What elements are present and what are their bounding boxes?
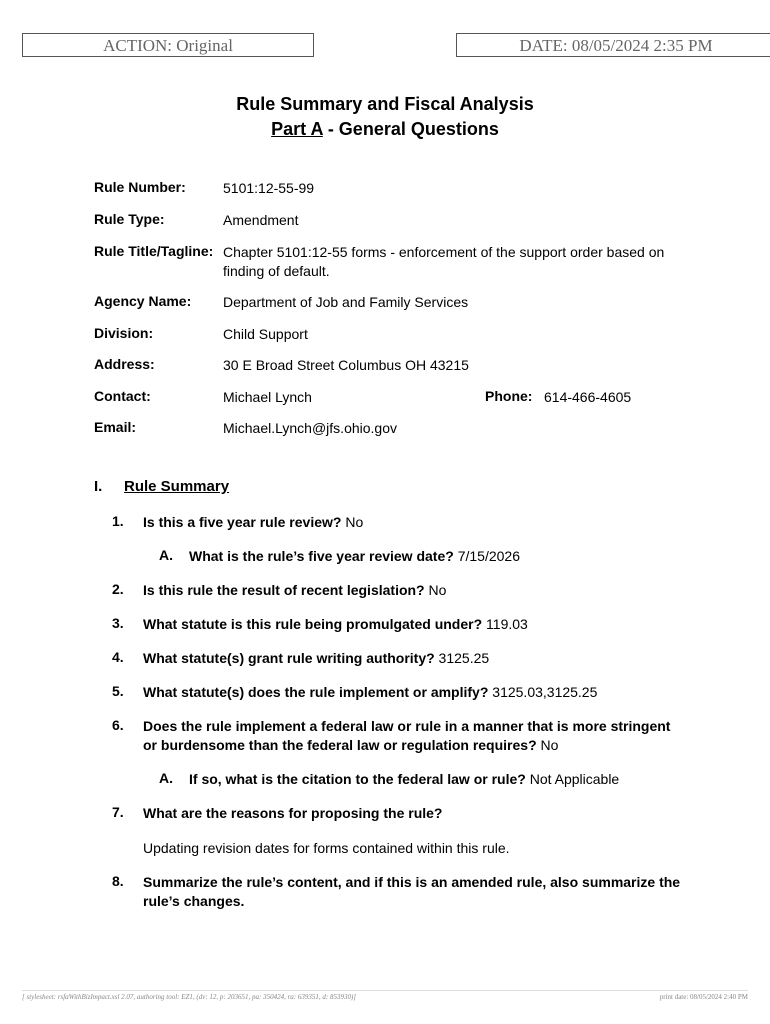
rule-number-label: Rule Number: [94, 179, 186, 195]
contact-value: Michael Lynch [223, 389, 312, 405]
q6 [143, 717, 683, 755]
rule-number-value: 5101:12-55-99 [223, 180, 315, 196]
q1a-text: What is the rule’s five year review date? [189, 548, 454, 564]
subtitle-rest: - General Questions [322, 119, 499, 139]
q4-answer: 3125.25 [434, 650, 490, 666]
q6a-answer: Not Applicable [525, 771, 620, 787]
q4-text: What statute(s) grant rule writing authority? [143, 650, 435, 666]
rule-title-label: Rule Title/Tagline: [94, 243, 214, 259]
q7-number: 7. [112, 804, 124, 820]
section-numeral: I. [94, 478, 103, 495]
q3-number: 3. [112, 615, 124, 631]
q3-text: What statute is this rule being promulgated under? [143, 616, 483, 632]
q1 [143, 513, 683, 532]
q6a-text: If so, what is the citation to the federal law or rule? [189, 771, 526, 787]
action-box [22, 33, 314, 57]
q4 [143, 649, 683, 668]
section-title: Rule Summary [124, 478, 230, 495]
q6-text: Does the rule implement a federal law or rule in a manner that is more stringent or burdensome than the federal law or regulation requires? [143, 718, 671, 753]
address-label: Address: [94, 356, 155, 372]
date-text: DATE: 08/05/2024 2:35 PM [519, 36, 713, 55]
email-value: Michael.Lynch@jfs.ohio.gov [223, 420, 398, 436]
date-box [456, 33, 770, 57]
q5 [143, 683, 683, 702]
q2-answer: No [424, 582, 447, 598]
division-label: Division: [94, 325, 154, 341]
division-value: Child Support [223, 326, 308, 342]
q6-answer: No [536, 737, 559, 753]
q1a-number: A. [159, 547, 173, 563]
q6a-number: A. [159, 770, 173, 786]
q2-number: 2. [112, 581, 124, 597]
q1-answer: No [341, 514, 364, 530]
email-label: Email: [94, 419, 137, 435]
q8-number: 8. [112, 873, 124, 889]
page-subtitle [0, 119, 770, 140]
footer-print-date: print date: 08/05/2024 2:40 PM [659, 993, 748, 1001]
q7-text: What are the reasons for proposing the rule? [143, 805, 443, 821]
footer-rule [22, 990, 748, 991]
q5-answer: 3125.03,3125.25 [488, 684, 598, 700]
q1-number: 1. [112, 513, 124, 529]
q4-number: 4. [112, 649, 124, 665]
action-text: ACTION: Original [103, 36, 233, 55]
phone-value: 614-466-4605 [544, 389, 632, 405]
q1a [189, 547, 729, 566]
agency-value: Department of Job and Family Services [223, 294, 469, 310]
q1a-answer: 7/15/2026 [453, 548, 520, 564]
rule-title-value: Chapter 5101:12-55 forms - enforcement of the support order based on finding of default. [223, 244, 665, 279]
page-title: Rule Summary and Fiscal Analysis [236, 94, 534, 114]
q8 [143, 873, 683, 911]
q3 [143, 615, 683, 634]
q2-text: Is this rule the result of recent legislation? [143, 582, 425, 598]
contact-label: Contact: [94, 388, 151, 404]
q6a [189, 770, 729, 789]
agency-label: Agency Name: [94, 293, 192, 309]
q6-number: 6. [112, 717, 124, 733]
phone-label: Phone: [485, 388, 533, 404]
rule-type-label: Rule Type: [94, 211, 165, 227]
q8-text: Summarize the rule’s content, and if this is an amended rule, also summarize the rule’s changes. [143, 874, 681, 909]
rule-type-value: Amendment [223, 212, 299, 228]
q3-answer: 119.03 [482, 616, 528, 632]
part-label: Part A [271, 119, 323, 139]
q1-text: Is this a five year rule review? [143, 514, 342, 530]
q7 [143, 804, 683, 823]
address-value: 30 E Broad Street Columbus OH 43215 [223, 357, 469, 373]
q5-number: 5. [112, 683, 124, 699]
q2 [143, 581, 683, 600]
q7-answer: Updating revision dates for forms contained within this rule. [143, 840, 510, 856]
footer-stylesheet-info: [ stylesheet: rsfaWithBizImpact.xsl 2.07, authoring tool: EZ1, (dv: 12, p: 203651, pa: 350424, ra: 639351, d: 853930)] [22, 993, 357, 1001]
q5-text: What statute(s) does the rule implement or amplify? [143, 684, 489, 700]
